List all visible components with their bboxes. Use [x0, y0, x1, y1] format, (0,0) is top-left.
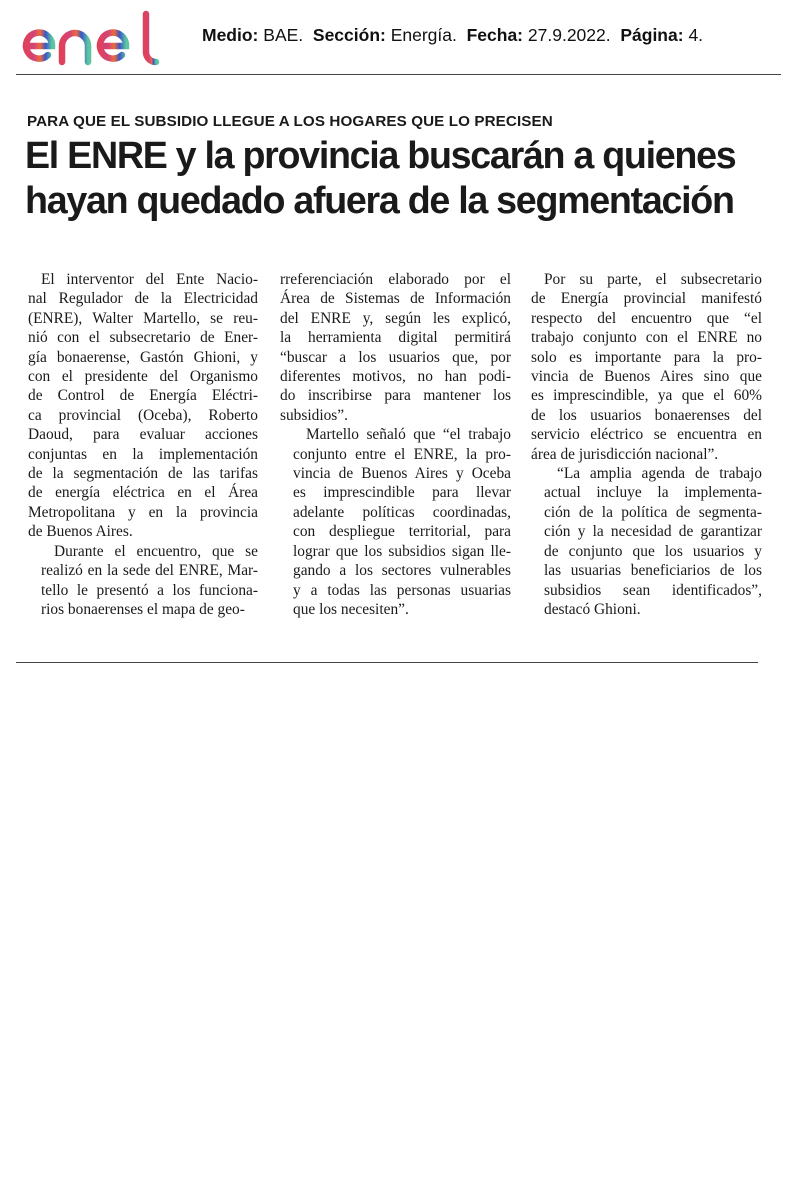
article-line: nió con el subsecretario de Ener-	[28, 329, 258, 347]
article-line: con despliegue territorial, para	[293, 523, 511, 541]
article-line: gando a los sectores vulnerables	[293, 562, 511, 580]
article-column-3	[531, 270, 762, 619]
article-line: conjunto entre el ENRE, la pro-	[293, 445, 511, 463]
article-line: Durante el encuentro, que se	[54, 542, 258, 560]
article-line: de Buenos Aires.	[28, 523, 133, 541]
article-line: do inscribirse para mantener los	[280, 387, 511, 405]
article-line: las usuarias beneficiarios de los	[544, 562, 762, 580]
medio-label: Medio:	[202, 25, 259, 45]
article-line: gía bonaerense, Gastón Ghioni, y	[28, 348, 258, 366]
article-line: tello le presentó a los funciona-	[41, 581, 258, 599]
article-line: nal Regulador de la Electricidad	[28, 290, 258, 308]
article-line: “buscar a los usuarios que, por	[280, 348, 511, 366]
article-line: la herramienta digital permitirá	[280, 329, 511, 347]
article-column-1	[28, 270, 258, 619]
article-paragraph	[531, 464, 762, 619]
article-line: diferentes motivos, no han podi-	[280, 368, 511, 386]
headline-line: El ENRE y la provincia buscarán a quienes	[25, 135, 736, 177]
article-line: ca provincial (Oceba), Roberto	[28, 406, 258, 424]
enel-logo-graphic	[14, 6, 174, 68]
article-paragraph	[280, 270, 511, 425]
fecha-value: 27.9.2022.	[527, 25, 611, 45]
article-line: El interventor del Ente Nacio-	[41, 271, 258, 288]
article-line: “La amplia agenda de trabajo	[557, 465, 762, 483]
article-line: trabajo conjunto con el ENRE no	[531, 329, 762, 347]
seccion-label: Sección:	[312, 25, 386, 45]
article-line: del ENRE y, según les explicó,	[280, 309, 511, 327]
article-line: Martello señaló que “el trabajo	[306, 426, 511, 444]
article-line: de energía eléctrica en el Área	[28, 484, 258, 502]
header-divider	[16, 74, 781, 75]
article-line: subsidios”.	[280, 406, 348, 424]
article-line: Daoud, para evaluar acciones	[28, 426, 258, 444]
article-line: actual incluye la implementa-	[544, 484, 762, 502]
article-line: subsidios sean identificados”,	[544, 581, 762, 599]
header-metadata	[202, 25, 703, 46]
article-line: vincia de Buenos Aires sino que	[531, 368, 762, 386]
article-line: Área de Sistemas de Información	[280, 290, 511, 308]
article-line: conjuntas en la implementación	[28, 445, 258, 463]
headline-line: hayan quedado afuera de la segmentación	[25, 180, 734, 222]
article-line: rreferenciación elaborado por el	[280, 271, 511, 288]
article-line: ción y la necesidad de garantizar	[544, 523, 762, 541]
pagina-label: Página:	[620, 25, 684, 45]
article-line: es imprescindible para llevar	[293, 484, 511, 502]
article-line: con el presidente del Organismo	[28, 368, 258, 386]
article-kicker: PARA QUE EL SUBSIDIO LLEGUE A LOS HOGARES QUE LO PRECISEN	[27, 113, 553, 130]
article-line: de la segmentación de las tarifas	[28, 465, 258, 483]
article-line: (ENRE), Walter Martello, se reu-	[28, 309, 258, 327]
article-line: es imprescindible, ya que el 60%	[531, 387, 762, 405]
article-paragraph	[28, 270, 258, 542]
logo-text: enel	[14, 6, 16, 7]
article-line: servicio eléctrico se encuentra en	[531, 426, 762, 444]
article-line: que los necesiten”.	[293, 600, 409, 618]
article-line: de los usuarios bonaerenses del	[531, 406, 762, 424]
fecha-label: Fecha:	[466, 25, 524, 45]
article-line: Por su parte, el subsecretario	[544, 271, 762, 288]
article-column-2	[280, 270, 511, 619]
article-line: de Energía provincial manifestó	[531, 290, 762, 308]
pagina-value: 4.	[688, 25, 704, 45]
article-line: de conjunto que los usuarios y	[544, 542, 762, 560]
medio-value: BAE.	[263, 25, 304, 45]
enel-logo	[14, 6, 174, 68]
seccion-value: Energía.	[390, 25, 457, 45]
article-line: rios bonaerenses el mapa de geo-	[41, 600, 245, 618]
article-line: respecto del encuentro que “el	[531, 309, 762, 327]
article-line: ción de la política de segmenta-	[544, 503, 762, 521]
article-line: destacó Ghioni.	[544, 600, 641, 618]
article-line: vincia de Buenos Aires y Oceba	[293, 465, 511, 483]
article-line: y a todas las personas usuarias	[293, 581, 511, 599]
footer-divider	[16, 662, 758, 663]
article-line: lograr que los subsidios sigan lle-	[293, 542, 511, 560]
article-line: área de jurisdicción nacional”.	[531, 445, 719, 463]
article-line: solo es importante para la pro-	[531, 348, 762, 366]
article-line: adelante políticas coordinadas,	[293, 503, 511, 521]
article-paragraph	[531, 270, 762, 464]
article-line: de Control de Energía Eléctri-	[28, 387, 258, 405]
article-paragraph	[28, 542, 258, 620]
article-line: Metropolitana y en la provincia	[28, 503, 258, 521]
article-line: realizó en la sede del ENRE, Mar-	[41, 562, 258, 580]
article-headline	[25, 134, 777, 224]
article-paragraph	[280, 425, 511, 619]
